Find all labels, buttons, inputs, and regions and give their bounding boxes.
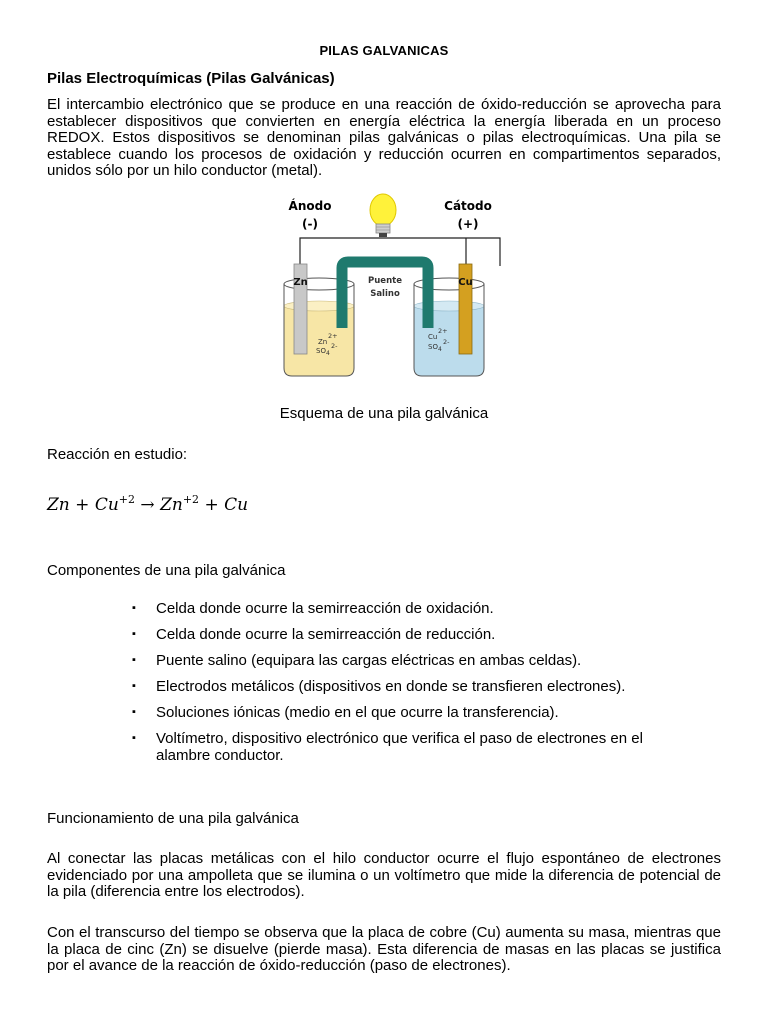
cathode-sign: (+) — [457, 217, 479, 231]
cathode-ion-cu-charge: 2+ — [438, 327, 448, 335]
equation-sup1: +2 — [118, 493, 135, 506]
bullet-icon: ▪ — [132, 732, 136, 744]
reaction-label: Reacción en estudio: — [47, 446, 188, 463]
bullet-icon: ▪ — [132, 602, 136, 614]
functioning-label: Funcionamiento de una pila galvánica — [47, 810, 299, 827]
components-list — [126, 600, 686, 773]
bullet-icon: ▪ — [132, 680, 136, 692]
bullet-icon: ▪ — [132, 628, 136, 640]
list-item — [126, 600, 686, 617]
equation-term1: Zn + Cu — [47, 495, 119, 515]
cathode-ion-so4: SO — [428, 343, 438, 351]
bullet-icon: ▪ — [132, 654, 136, 666]
anode-ion-so4-sub: 4 — [326, 350, 330, 357]
anode-ion-so4: SO — [316, 347, 326, 355]
functioning-paragraph-2: Con el transcurso del tiempo se observa que la placa de cobre (Cu) aumenta su masa, mientras que la placa de cinc (Zn) se disuelve (pierde masa). Esta diferencia de masas en las placas se justifica por el avance de la reacción de óxido-reducción (paso de electrones). — [47, 924, 721, 974]
equation-term2: Zn — [160, 495, 183, 515]
list-item-text: Puente salino (equipara las cargas eléctricas en ambas celdas). — [156, 652, 582, 669]
salt-bridge-label-1: Puente — [368, 276, 402, 286]
salt-bridge-label-2: Salino — [370, 289, 400, 299]
lightbulb-icon — [370, 194, 396, 237]
document-title: PILAS GALVANICAS — [319, 43, 449, 58]
list-item — [126, 730, 686, 764]
list-item — [126, 678, 686, 695]
anode-label: Ánodo — [288, 199, 332, 213]
zinc-electrode-label: Zn — [293, 277, 308, 288]
functioning-paragraph-1: Al conectar las placas metálicas con el hilo conductor ocurre el flujo espontáneo de electrones evidenciado por una ampolleta que se ilumina o un voltímetro que mide la diferencia de potencial de la pila (diferencia entre los electrodos). — [47, 850, 721, 900]
cathode-ion-cu: Cu — [428, 333, 438, 341]
copper-electrode-label: Cu — [458, 277, 473, 288]
reaction-equation — [47, 493, 248, 515]
list-item — [126, 652, 686, 669]
bullet-icon: ▪ — [132, 706, 136, 718]
anode-ion-zn-charge: 2+ — [328, 332, 338, 340]
list-item-text: Voltímetro, dispositivo electrónico que verifica el paso de electrones en el alambre conductor. — [156, 730, 643, 764]
cathode-ion-so4-charge: 2- — [443, 338, 450, 346]
cathode-ion-so4-sub: 4 — [438, 346, 442, 353]
anode-sign: (-) — [302, 217, 318, 231]
equation-term3: + Cu — [199, 495, 249, 515]
list-item — [126, 626, 686, 643]
section-heading: Pilas Electroquímicas (Pilas Galvánicas) — [47, 70, 335, 87]
equation-arrow: → — [135, 495, 161, 515]
list-item-text: Celda donde ocurre la semirreacción de oxidación. — [156, 600, 494, 617]
anode-ion-zn: Zn — [318, 338, 328, 346]
list-item-text: Celda donde ocurre la semirreacción de reducción. — [156, 626, 496, 643]
list-item-text: Electrodos metálicos (dispositivos en donde se transfieren electrones). — [156, 678, 626, 695]
list-item-text: Soluciones iónicas (medio en el que ocurre la transferencia). — [156, 704, 559, 721]
equation-sup2: +2 — [182, 493, 200, 506]
galvanic-cell-diagram — [266, 188, 502, 388]
intro-paragraph: El intercambio electrónico que se produce en una reacción de óxido-reducción se aprovecha para establecer dispositivos que convierten en energía eléctrica la energía liberada en un proceso REDOX. Estos dispositivos se denominan pilas galvánicas o pilas electroquímicas. Una pila se establece cuando los procesos de oxidación y reducción ocurren en compartimentos separados, unidos sólo por un hilo conductor (metal). — [47, 96, 721, 179]
components-label: Componentes de una pila galvánica — [47, 562, 286, 579]
anode-ion-so4-charge: 2- — [331, 342, 338, 350]
list-item — [126, 704, 686, 721]
cathode-label: Cátodo — [444, 199, 492, 213]
figure-caption: Esquema de una pila galvánica — [279, 405, 489, 422]
